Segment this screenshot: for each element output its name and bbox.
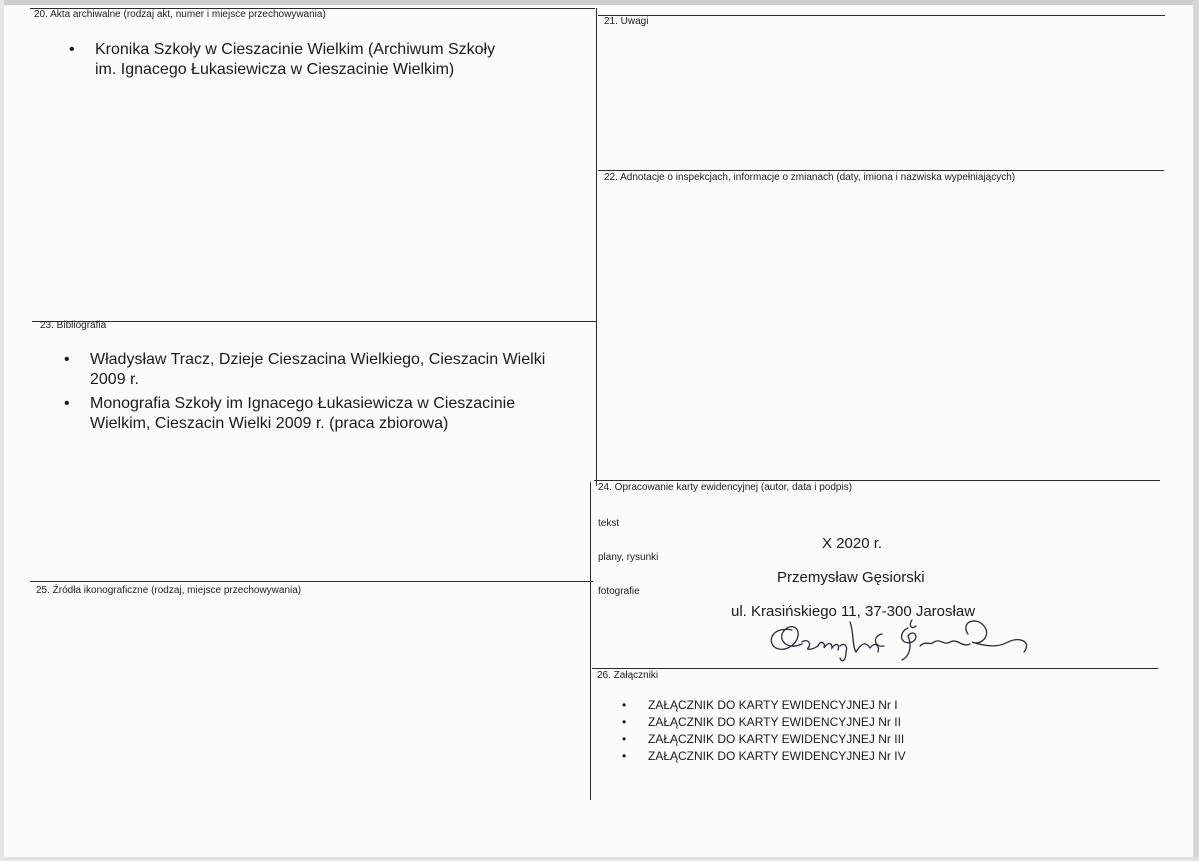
- rule-22: [598, 170, 1164, 171]
- prepared-date: X 2020 r.: [822, 535, 883, 552]
- section-25-title: 25. Źródła ikonograficzne (rodzaj, miejsce przechowywania): [36, 585, 302, 596]
- center-divider-lower: [590, 482, 591, 800]
- scan-edge-bottom: [0, 857, 1199, 861]
- section-21-title: 21. Uwagi: [604, 16, 649, 27]
- top-rule-right: [598, 15, 1165, 16]
- section-23-title: 23. Bibliografia: [40, 320, 107, 331]
- attachments-list: [622, 697, 906, 765]
- list-item: [622, 714, 906, 731]
- bibliography-item-line2: 2009 r.: [90, 371, 139, 388]
- bibliography-item-line1: Władysław Tracz, Dzieje Cieszacina Wielkiego, Cieszacin Wielki: [90, 351, 546, 368]
- bullet-icon: •: [64, 351, 70, 368]
- list-item: [622, 697, 906, 714]
- list-item: [64, 394, 545, 434]
- scan-edge-right: [1193, 0, 1199, 861]
- list-item: [64, 350, 546, 390]
- section-20-title: 20. Akta archiwalne (rodzaj akt, numer i miejsce przechowywania): [34, 9, 326, 20]
- label-text: tekst: [598, 518, 620, 529]
- handwritten-signature: [762, 612, 1052, 668]
- center-divider: [596, 8, 597, 486]
- attachment-label: ZAŁĄCZNIK DO KARTY EWIDENCYJNEJ Nr I: [648, 698, 898, 712]
- section-22-title: 22. Adnotacje o inspekcjach, informacje o zmianach (daty, imiona i nazwiska wypełniających): [604, 172, 1016, 183]
- archive-item-line1: Kronika Szkoły w Cieszacinie Wielkim (Archiwum Szkoły: [95, 41, 496, 58]
- bullet-icon: •: [622, 715, 627, 729]
- bibliography-item-line1: Monografia Szkoły im Ignacego Łukasiewicza w Cieszacinie: [90, 395, 516, 412]
- attachment-label: ZAŁĄCZNIK DO KARTY EWIDENCYJNEJ Nr III: [648, 732, 905, 746]
- bullet-icon: •: [64, 395, 70, 412]
- rule-25: [30, 581, 593, 582]
- list-item: [622, 748, 906, 765]
- bullet-icon: •: [622, 749, 627, 763]
- label-photos: fotografie: [598, 586, 640, 597]
- list-item: [69, 40, 496, 80]
- section-26-title: 26. Załączniki: [597, 670, 659, 681]
- archive-item-line2: im. Ignacego Łukasiewicza w Cieszacinie Wielkim): [95, 61, 455, 78]
- rule-26: [592, 668, 1158, 669]
- author-name: Przemysław Gęsiorski: [777, 569, 925, 586]
- scan-edge-top: [0, 0, 1199, 5]
- bullet-icon: •: [622, 698, 627, 712]
- label-plans: plany, rysunki: [598, 552, 659, 563]
- list-item: [622, 731, 906, 748]
- bibliography-list: [64, 350, 546, 434]
- section-24-title: 24. Opracowanie karty ewidencyjnej (autor, data i podpis): [598, 482, 853, 493]
- rule-24: [594, 480, 1160, 481]
- archive-list: [69, 40, 496, 80]
- scan-edge-left: [0, 0, 4, 861]
- bullet-icon: •: [69, 41, 75, 58]
- rule-23: [32, 321, 596, 322]
- author-address: ul. Krasińskiego 11, 37-300 Jarosław: [731, 603, 976, 620]
- attachment-label: ZAŁĄCZNIK DO KARTY EWIDENCYJNEJ Nr IV: [648, 749, 906, 763]
- bullet-icon: •: [622, 732, 627, 746]
- attachment-label: ZAŁĄCZNIK DO KARTY EWIDENCYJNEJ Nr II: [648, 715, 901, 729]
- bibliography-item-line2: Wielkim, Cieszacin Wielki 2009 r. (praca zbiorowa): [90, 415, 449, 432]
